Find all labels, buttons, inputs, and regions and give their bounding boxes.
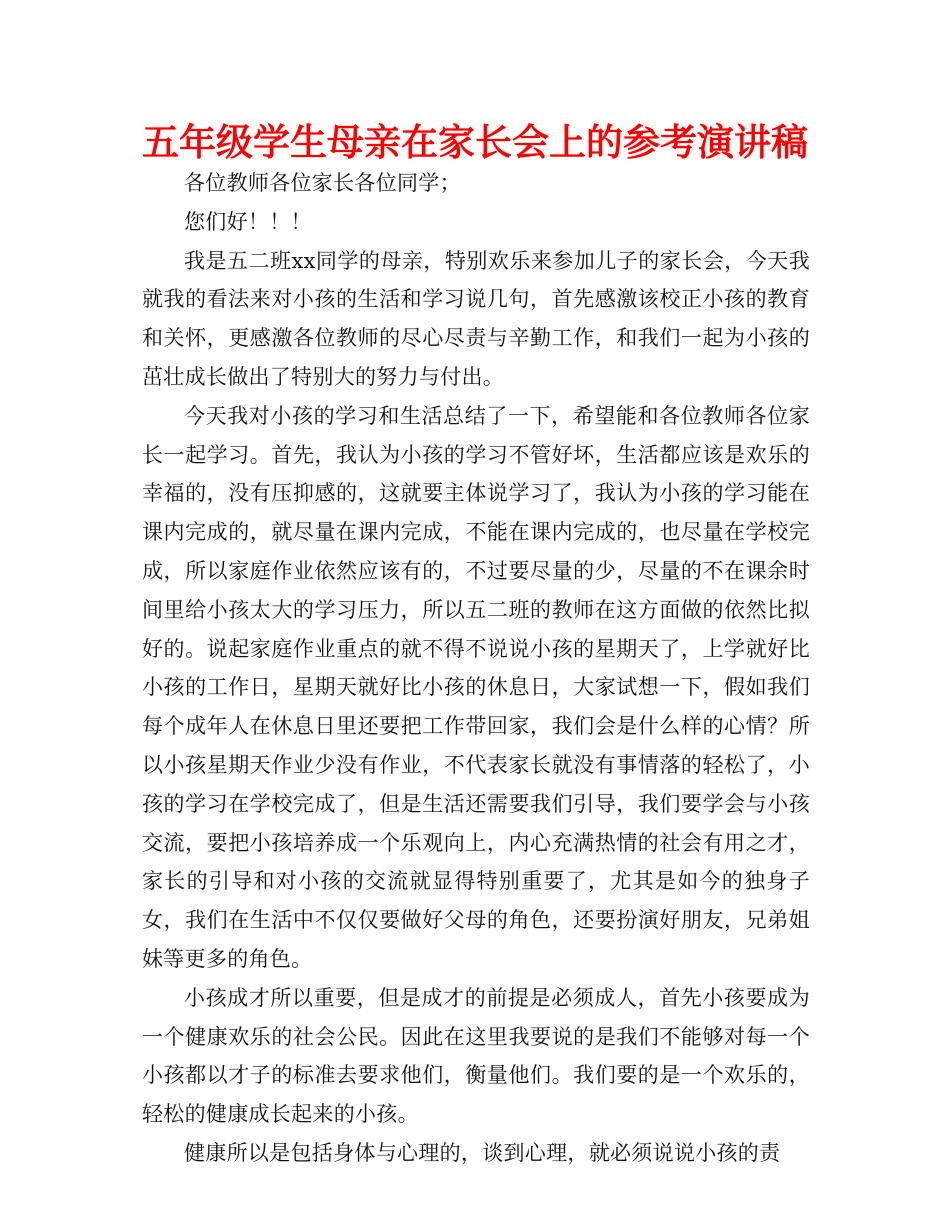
paragraph-growth: 小孩成才所以重要，但是成才的前提是必须成人，首先小孩要成为一个健康欢乐的社会公民。因此在这里我要说的是我们不能够对每一个小孩都以才子的标准去要求他们，衡量他们。我们要的是一个欢乐的，轻松的健康成长起来的小孩。 bbox=[142, 985, 810, 1127]
paragraph-greeting: 您们好！！！ bbox=[184, 209, 312, 234]
document-body bbox=[142, 164, 810, 1173]
paragraph-salutation: 各位教师各位家长各位同学； bbox=[184, 171, 461, 195]
paragraph-introduction: 我是五二班xx同学的母亲，特别欢乐来参加儿子的家长会，今天我就我的看法来对小孩的生活和学习说几句，首先感激该校正小孩的教育和关怀，更感激各位教师的尽心尽责与辛勤工作，和我们一起为小孩的茁壮成长做出了特别大的努力与付出。 bbox=[142, 248, 810, 389]
paragraph-study-and-life: 今天我对小孩的学习和生活总结了一下，希望能和各位教师各位家长一起学习。首先，我认为小孩的学习不管好坏，生活都应该是欢乐的幸福的，没有压抑感的，这就要主体说学习了，我认为小孩的学习能在课内完成的，就尽量在课内完成，不能在课内完成的，也尽量在学校完成，所以家庭作业依然应该有的，不过要尽量的少，尽量的不在课余时间里给小孩太大的学习压力，所以五二班的教师在这方面做的依然比拟好的。说起家庭作业重点的就不得不说说小孩的星期天了，上学就好比小孩的工作日，星期天就好比小孩的休息日，大家试想一下，假如我们每个成年人在休息日里还要把工作带回家，我们会是什么样的心情？所以小孩星期天作业少没有作业，不代表家长就没有事情落的轻松了，小孩的学习在学校完成了，但是生活还需要我们引导，我们要学会与小孩交流，要把小孩培养成一个乐观向上，内心充满热情的社会有用之才，家长的引导和对小孩的交流就显得特别重要了，尤其是如今的独身子女，我们在生活中不仅仅要做好父母的角色，还要扮演好朋友，兄弟姐妹等更多的角色。 bbox=[142, 403, 810, 971]
document-title: 五年级学生母亲在家长会上的参考演讲稿 bbox=[142, 121, 808, 164]
paragraph-health: 健康所以是包括身体与心理的，谈到心理，就必须说说小孩的责 bbox=[184, 1140, 781, 1165]
